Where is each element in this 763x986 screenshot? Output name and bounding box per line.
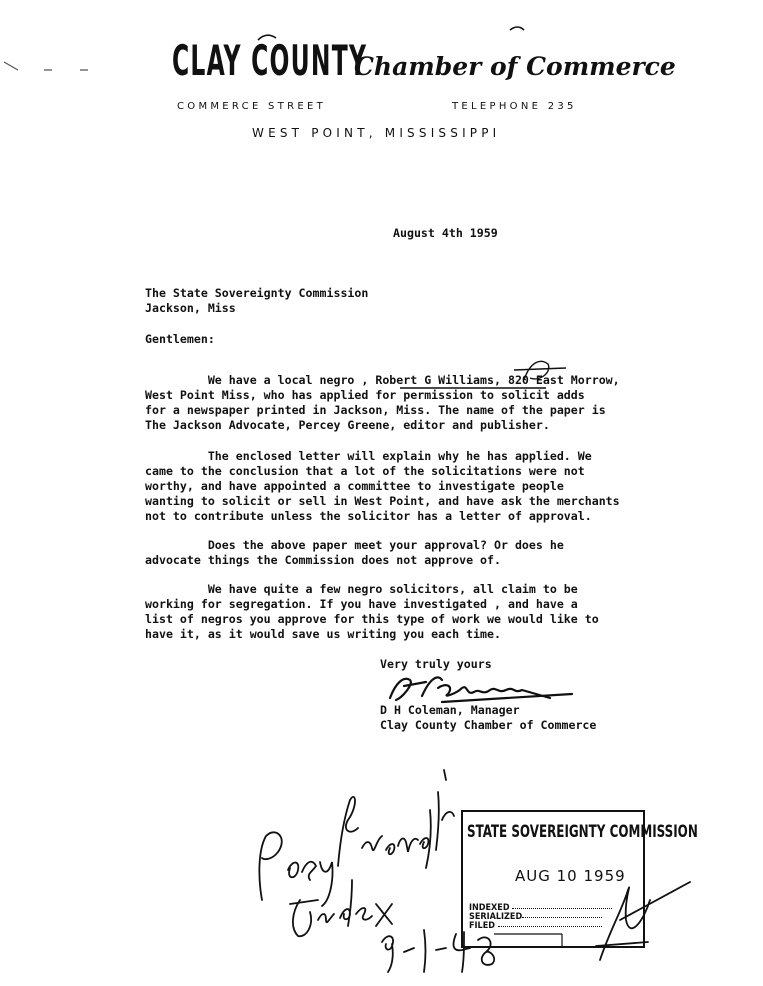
signature-block	[380, 703, 596, 733]
body-line: worthy, and have appointed a committee to investigate people	[145, 479, 564, 493]
body-line: came to the conclusion that a lot of the solicitations were not	[145, 464, 585, 478]
signer-name: D H Coleman, Manager	[380, 703, 520, 717]
stamp-fields	[469, 904, 612, 931]
stamp-date: AUG 10 1959	[515, 867, 626, 885]
recipient-line: The State Sovereignty Commission	[145, 286, 369, 300]
recipient-address	[145, 286, 368, 316]
body-line: The enclosed letter will explain why he has applied. We	[145, 449, 592, 463]
stamp-field: INDEXED	[469, 904, 612, 913]
body-paragraph-3	[145, 538, 564, 568]
body-line: not to contribute unless the solicitor has a letter of approval.	[145, 509, 592, 523]
body-paragraph-1	[145, 373, 620, 433]
recipient-line: Jackson, Miss	[145, 301, 236, 315]
letterhead-telephone: TELEPHONE 235	[452, 101, 577, 112]
signer-organization: Clay County Chamber of Commerce	[380, 718, 597, 732]
body-line: We have quite a few negro solicitors, all claim to be	[145, 582, 578, 596]
body-line: advocate things the Commission does not approve of.	[145, 553, 501, 567]
salutation: Gentlemen:	[145, 332, 215, 346]
letterhead-org-subtitle: Chamber of Commerce	[354, 52, 676, 81]
body-line: The Jackson Advocate, Percey Greene, editor and publisher.	[145, 418, 550, 432]
body-line: We have a local negro , Robert G Williams, 820 East Morrow,	[145, 373, 620, 387]
body-paragraph-4	[145, 582, 599, 642]
body-paragraph-2	[145, 449, 620, 524]
body-line: working for segregation. If you have investigated , and have a	[145, 597, 578, 611]
body-line: have it, as it would save us writing you each time.	[145, 627, 501, 641]
body-line: for a newspaper printed in Jackson, Miss. The name of the paper is	[145, 403, 606, 417]
letterhead-street: COMMERCE STREET	[177, 101, 327, 112]
letterhead-org-name: CLAY COUNTY	[172, 36, 368, 85]
letterhead-org	[172, 36, 676, 85]
body-line: list of negros you approve for this type of work we would like to	[145, 612, 599, 626]
stamp-field: FILED	[469, 922, 612, 931]
letter-date: August 4th 1959	[393, 226, 498, 240]
body-line: wanting to solicit or sell in West Point, and have ask the merchants	[145, 494, 620, 508]
stamp-title: STATE SOVEREIGNTY COMMISSION	[467, 822, 698, 842]
closing: Very truly yours	[380, 657, 492, 671]
letterhead-city: WEST POINT, MISSISSIPPI	[252, 126, 501, 140]
handwritten-signature	[382, 668, 582, 708]
body-line: Does the above paper meet your approval? Or does he	[145, 538, 564, 552]
stamp-field: SERIALIZED	[469, 913, 612, 922]
received-stamp	[461, 810, 698, 948]
body-line: West Point Miss, who has applied for permission to solicit adds	[145, 388, 585, 402]
